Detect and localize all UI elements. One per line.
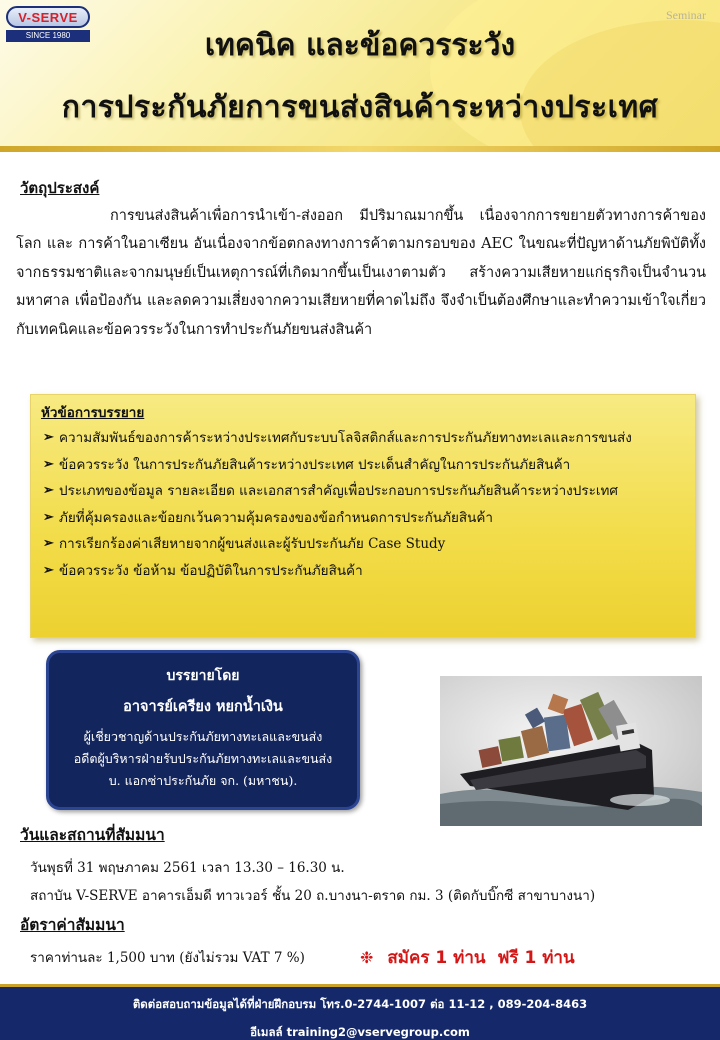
topic-list xyxy=(43,425,683,584)
speaker-lead: บรรยายโดย xyxy=(166,668,240,684)
seminar-tag: Seminar xyxy=(666,8,706,22)
promo-star-icon: ❉ xyxy=(360,948,374,967)
fee-heading: อัตราค่าสัมมนา xyxy=(20,915,125,934)
header-divider xyxy=(0,146,720,152)
list-item xyxy=(43,531,683,558)
speaker-bio-line: ผู้เชี่ยวชาญด้านประกันภัยทางทะเลและขนส่ง xyxy=(83,729,323,744)
topic-text: ข้อควรระวัง ในการประกันภัยสินค้าระหว่างประเทศ ประเด็นสำคัญในการประกันภัยสินค้า xyxy=(59,456,571,473)
header-banner xyxy=(0,0,720,148)
contact-email: อีเมลล์ training2@vservegroup.com xyxy=(250,1025,470,1039)
speaker-bio-line: อดีตผู้บริหารฝ่ายรับประกันภัยทางทะเลและขนส่ง xyxy=(73,751,333,766)
list-item xyxy=(43,425,683,452)
seminar-date: วันพุธที่ 31 พฤษภาคม 2561 เวลา 13.30 – 16.30 น. xyxy=(30,860,345,876)
contact-phone: ติดต่อสอบถามข้อมูลได้ที่ฝ่ายฝึกอบรม โทร.0-2744-1007 ต่อ 11-12 , 089-204-8463 xyxy=(132,997,588,1011)
objective-heading: วัตถุประสงค์ xyxy=(20,179,100,197)
topics-box xyxy=(30,394,696,638)
arrow-bullet-icon: ➢ xyxy=(43,536,54,551)
list-item xyxy=(43,478,683,505)
list-item xyxy=(43,558,683,585)
speaker-bio xyxy=(49,726,357,792)
topic-text: ความสัมพันธ์ของการค้าระหว่างประเทศกับระบบโลจิสติกส์และการประกันภัยทางทะเลและการขนส่ง xyxy=(59,430,632,446)
arrow-bullet-icon: ➢ xyxy=(43,562,54,578)
speaker-box xyxy=(46,650,360,810)
contact-footer xyxy=(0,984,720,1040)
ship-illustration xyxy=(440,676,702,826)
topic-text: ข้อควรระวัง ข้อห้าม ข้อปฏิบัติในการประกันภัยสินค้า xyxy=(59,562,363,579)
page-subtitle: การประกันภัยการขนส่งสินค้าระหว่างประเทศ xyxy=(61,90,659,125)
speaker-bio-line: บ. แอกซ่าประกันภัย จก. (มหาชน). xyxy=(108,773,298,788)
promo-text: สมัคร 1 ท่าน ฟรี 1 ท่าน xyxy=(387,948,575,968)
topics-heading: หัวข้อการบรรยาย xyxy=(41,405,145,421)
arrow-bullet-icon: ➢ xyxy=(43,483,54,498)
seminar-place: สถาบัน V-SERVE อาคารเอ็มดี ทาวเวอร์ ชั้น 20 ถ.บางนา-ตราด กม. 3 (ติดกับบิ๊กซี สาขาบางนา) xyxy=(30,888,596,904)
topic-text: ประเภทของข้อมูล รายละเอียด และเอกสารสำคัญเพื่อประกอบการประกันภัยสินค้าระหว่างประเทศ xyxy=(59,483,618,499)
seminar-price: ราคาท่านละ 1,500 บาท (ยังไม่รวม VAT 7 %) xyxy=(30,950,305,966)
promo-banner xyxy=(360,944,575,971)
page-title: เทคนิค และข้อควรระวัง xyxy=(204,28,516,63)
list-item xyxy=(43,452,683,479)
schedule-heading: วันและสถานที่สัมมนา xyxy=(20,825,165,844)
logo-since: SINCE 1980 xyxy=(6,30,90,42)
ship-image xyxy=(440,676,702,826)
topic-text: ภัยที่คุ้มครองและข้อยกเว้นความคุ้มครองของข้อกำหนดการประกันภัยสินค้า xyxy=(59,509,493,526)
arrow-bullet-icon: ➢ xyxy=(43,509,54,525)
speaker-name: อาจารย์เครียง หยกน้ำเงิน xyxy=(123,698,283,715)
arrow-bullet-icon: ➢ xyxy=(43,430,54,445)
topic-text: การเรียกร้องค่าเสียหายจากผู้ขนส่งและผู้รับประกันภัย Case Study xyxy=(59,536,446,552)
arrow-bullet-icon: ➢ xyxy=(43,456,54,472)
logo-text: V-SERVE xyxy=(6,6,90,28)
objective-text: การขนส่งสินค้าเพื่อการนำเข้า-ส่งออก มีปริมาณมากขึ้น เนื่องจากการขยายตัวทางการค้าของโลก และ การค้าในอาเซียน อันเนื่องจากข้อตกลงทางการค้าตามกรอบของ AEC ในขณะที่ปัญหาด้านภัยพิบัติทั้งจากธรรมชาติและจากมนุษย์เป็นเหตุการณ์ที่เกิดมากขึ้นเป็นเงาตามตัว สร้างความเสียหายแก่ธุรกิจเป็นจำนวนมหาศาล เพื่อป้องกัน และลดความเสี่ยงจากความเสียหายที่คาดไม่ถึง จึงจำเป็นต้องศึกษาและทำความเข้าใจเกี่ยวกับเทคนิคและข้อควรระวังในการทำประกันภัยขนส่งสินค้า xyxy=(16,208,706,338)
list-item xyxy=(43,505,683,532)
